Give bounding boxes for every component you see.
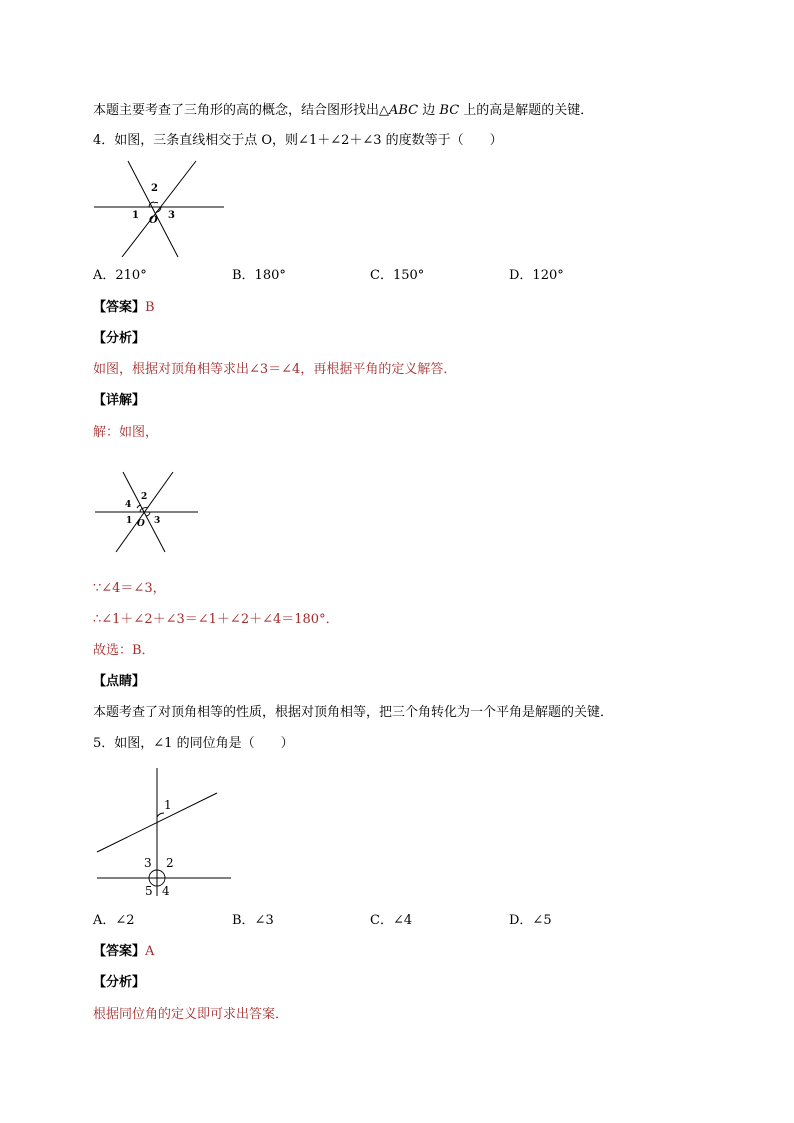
q5-angle-5-label: 5 [145,884,153,898]
q5-analysis-text: 根据同位角的定义即可求出答案． [93,1007,289,1022]
q4-figure [92,158,227,260]
q5-option-a: A．∠2 [93,913,135,928]
q4-analysis-heading: 【分析】 [93,331,146,346]
q4-answer: 【答案】B [93,300,155,315]
q4s-angle-3-label: 3 [154,516,161,526]
q4-stem: 4．如图，三条直线相交于点 O，则∠1＋∠2＋∠3 的度数等于（ ） [93,133,503,148]
q5-angle-3-label: 3 [144,856,152,870]
q3-conclusion: 本题主要考查了三角形的高的概念，结合图形找出△ABC 边 BC 上的高是解题的关键． [93,103,594,118]
q4-option-b: B．180° [232,268,286,283]
q4s-point-o-label: O [137,519,145,529]
q4-option-c: C．150° [370,268,425,283]
q5-stem: 5．如图，∠1 的同位角是（ ） [93,736,294,751]
q4-angle-2-label: 2 [151,183,158,194]
q4-angle-1-label: 1 [132,210,139,221]
q4-detail-heading: 【详解】 [93,393,146,408]
q5-angle-1-label: 1 [164,798,172,812]
q4s-angle-1-label: 1 [126,516,133,526]
q4-comment-text: 本题考查了对顶角相等的性质，根据对顶角相等，把三个角转化为一个平角是解题的关键． [93,705,614,720]
q5-angle-2-label: 2 [166,856,174,870]
q4-option-a: A．210° [93,268,147,283]
q4-angle-3-label: 3 [168,210,175,221]
q5-figure [95,766,235,898]
q5-angle-4-label: 4 [162,884,170,898]
q5-option-b: B．∠3 [232,913,274,928]
q4-step-2: ∴∠1＋∠2＋∠3＝∠1＋∠2＋∠4＝180°． [93,612,339,627]
q4-comment-heading: 【点睛】 [93,674,146,689]
q4-analysis-text: 如图，根据对顶角相等求出∠3＝∠4，再根据平角的定义解答． [93,362,457,377]
q5-option-d: D．∠5 [509,913,552,928]
q4-detail-intro: 解：如图， [93,425,159,440]
q4-step-1: ∵∠4＝∠3， [93,581,166,596]
q4-choice: 故选：B． [93,643,155,658]
q4-option-d: D．120° [509,268,564,283]
q4s-angle-2-label: 2 [141,492,148,502]
q5-option-c: C．∠4 [370,913,413,928]
q4-solution-figure [93,470,201,554]
q4-point-o-label: O [149,215,158,226]
q4s-angle-4-label: 4 [125,500,132,510]
q5-analysis-heading: 【分析】 [93,975,146,990]
q5-answer: 【答案】A [93,944,155,959]
